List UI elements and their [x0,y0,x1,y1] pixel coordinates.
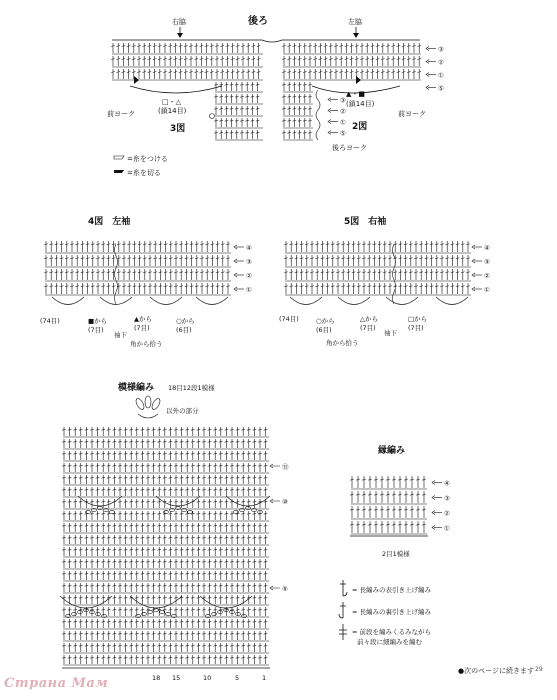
fig5-underarm: 袖下 [384,329,397,337]
border-stitch-grid [350,476,427,534]
front-yoke-right-label: 前ヨーク [398,110,426,118]
top-edge-line [112,40,420,42]
fig5-stitch-grid [284,241,471,305]
row-marker: ④ [444,479,450,488]
pattern-tick-label: 10 [203,674,212,682]
fig4-from2-a: ▲から [134,315,152,323]
fig4-title: 4図 左袖 [88,217,131,227]
left-shoulder-arrowhead [353,33,359,38]
right-shoulder-label: 右脇 [172,18,186,26]
top-right-row-markers [426,46,444,93]
left-shoulder-label: 左脇 [348,18,362,26]
row-marker: ① [438,71,444,80]
row-marker: ⑤ [340,129,346,138]
fig2-cut-marker [356,76,361,84]
top-section [107,14,444,152]
row-marker: ③ [444,494,450,503]
fig3-stitch-grid [111,43,263,140]
pattern-bottom-ticks [152,674,266,682]
row-marker: ④ [484,244,490,252]
pattern-stitch-grid [62,427,269,665]
back-label: 後ろ [248,16,268,27]
row-marker: ③ [438,45,444,54]
legend-top [114,154,168,177]
legend-item1: = 長編みの表引き上げ編み [352,586,432,594]
pattern-section [60,381,289,682]
fig4-underarm: 袖下 [114,331,127,339]
fig5-row-markers [472,244,490,294]
page-number: 29 [535,666,543,673]
fig5-from1-b: (6目) [316,326,332,334]
border-row-markers [432,480,450,533]
pattern-tick-label: 5 [235,674,240,682]
fig5-pickup: 角から拾う [326,339,359,347]
fig3-circle-marker [210,114,215,119]
pattern-row-markers [270,462,289,593]
fig4-from1-a: ■から [88,317,108,325]
pattern-other-part: 以外の部分 [166,407,199,415]
fig4-section [40,215,252,348]
row-marker: ① [444,524,450,533]
row-marker: ② [340,107,346,116]
front-yoke-left-label: 前ヨーク [107,110,135,118]
top-inner-row-markers [328,97,346,138]
fig5-from3-b: (7目) [408,324,424,332]
row-marker: ② [444,509,450,518]
row-marker: ③ [246,258,252,266]
fig3-chain-label: □・△ [162,98,181,106]
pattern-row-marker: ⑩ [282,498,288,506]
row-marker: ① [246,286,252,294]
fig4-pickup: 角から拾う [130,340,163,348]
fig3-chain-count: (鎖14目) [158,107,187,115]
row-marker: ③ [484,258,490,266]
front-post-dc-symbol [340,580,347,596]
fig2-chain-wave [316,90,320,140]
fig2-chain-label: ▲・■ [346,90,365,98]
pattern-repeat: 18目12段1模様 [168,384,215,392]
pattern-motif [134,396,161,418]
watermark-text: Страна Мам [4,676,109,691]
fig3-cut-marker [134,76,139,84]
right-shoulder-arrowhead [177,33,183,38]
fig5-from2-b: (7目) [360,324,376,332]
fig4-row-markers [234,244,252,294]
fig4-count: (74目) [40,317,60,325]
fig5-count: (74目) [279,315,299,323]
pattern-tick-label: 15 [172,674,181,682]
legend-item3-b: 前々段に細編みを編む [357,638,422,646]
attach-yarn-icon [114,156,124,159]
legend-item2: = 長編みの裏引き上げ編み [352,608,432,616]
row-marker: ② [438,58,444,67]
pattern-tick-label: 18 [152,674,161,682]
pattern-row-marker: ⑮ [282,463,289,471]
sc-over-symbol [339,624,347,640]
row-marker: ④ [246,244,252,252]
border-section [350,444,450,558]
pattern-row-marker: ⑤ [282,585,288,593]
fig2-chain-count: (鎖14目) [346,100,375,108]
fig5-from1-a: ○から [316,317,335,325]
fig4-from2-b: (7目) [134,324,150,332]
row-marker: ⑤ [438,84,444,93]
row-marker: ② [484,272,490,280]
fig3-label: 3図 [170,124,186,134]
cut-yarn-label: =糸を切る [127,169,161,177]
fig3-chain-arc [130,86,222,93]
fig5-from2-a: △から [360,315,378,323]
pattern-tick-label: 1 [262,674,267,682]
fig5-title: 5図 右袖 [344,217,387,227]
fig4-stitch-grid [44,241,231,305]
cut-yarn-icon [114,170,124,173]
pattern-title: 模様編み [118,383,155,393]
fig5-from3-a: □から [408,315,428,323]
legend-item3-a: = 前段を編みくるみながら [352,628,432,636]
border-title: 縁編み [378,446,406,456]
attach-yarn-label: =糸をつける [127,155,168,163]
fig4-from3-b: (6目) [176,326,192,334]
fig2-label: 2図 [352,122,368,132]
fig5-section [279,215,490,347]
row-marker: ② [246,272,252,280]
row-marker: ① [484,286,490,294]
back-post-dc-symbol [339,602,346,618]
fig4-from1-b: (7目) [88,326,104,334]
legend-bottom [339,580,432,646]
fig4-from3-a: ○から [176,317,195,325]
row-marker: ③ [340,96,346,105]
back-yoke-label: 後ろヨーク [332,144,367,152]
row-marker: ① [340,118,346,127]
next-page-note: ●次のページに続きます [458,667,534,675]
border-repeat: 2目1模様 [382,550,410,558]
